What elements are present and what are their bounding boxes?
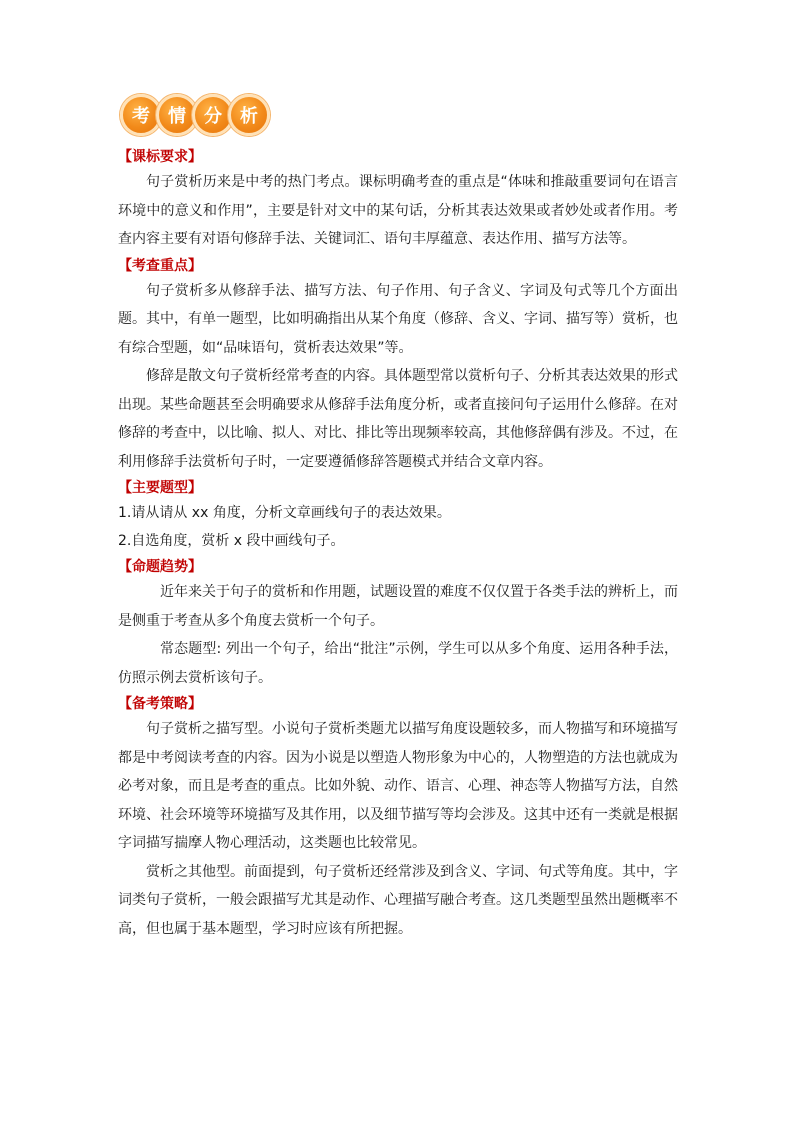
document-page [118, 92, 678, 943]
list-item: 1.请从请从 xx 角度，分析文章画线句子的表达效果。 [118, 505, 451, 521]
banner-char: 考 [132, 106, 150, 127]
paragraph: 句子赏析历来是中考的热门考点。课标明确考查的重点是“体味和推敲重要词句在语言环境中的意义和作用”，主要是针对文中的某句话，分析其表达效果或者妙处或者作用。考查内容主要有对语句修辞手法、关键词汇、语句丰厚蕴意、表达作用、描写方法等。 [118, 174, 678, 247]
banner-char: 析 [240, 106, 258, 127]
paragraph: 近年来关于句子的赏析和作用题，试题设置的难度不仅仅置于各类手法的辨析上，而是侧重于考查从多个角度去赏析一个句子。 [118, 584, 678, 629]
paragraph: 句子赏析之描写型。小说句子赏析类题尤以描写角度设题较多，而人物描写和环境描写都是中考阅读考查的内容。因为小说是以塑造人物形象为中心的，人物塑造的方法也就成为必考对象，而且是考查的重点。比如外貌、动作、语言、心理、神态等人物描写方法，自然环境、社会环境等环境描写及其作用，以及细节描写等均会涉及。这其中还有一类就是根据字词描写揣摩人物心理活动，这类题也比较常见。 [118, 721, 678, 851]
banner-badge [228, 94, 270, 136]
paragraph: 常态题型: 列出一个句子，给出“批注”示例，学生可以从多个角度、运用各种手法，仿照示例去赏析该句子。 [118, 641, 678, 686]
banner-char: 分 [204, 106, 222, 127]
section-title-trend: 【命题趋势】 [118, 559, 202, 575]
section-title-types: 【主要题型】 [118, 480, 202, 496]
section-title-strategy: 【备考策略】 [118, 696, 202, 712]
section-title-curriculum: 【课标要求】 [118, 149, 202, 165]
paragraph: 赏析之其他型。前面提到，句子赏析还经常涉及到含义、字词、句式等角度。其中，字词类句子赏析，一般会跟描写尤其是动作、心理描写融合考查。这几类题型虽然出题概率不高，但也属于基本题型，学习时应该有所把握。 [118, 863, 678, 937]
list-item: 2.自选角度，赏析 x 段中画线句子。 [118, 533, 345, 549]
paragraph: 句子赏析多从修辞手法、描写方法、句子作用、句子含义、字词及句式等几个方面出题。其中，有单一题型，比如明确指出从某个角度（修辞、含义、字词、描写等）赏析，也有综合型题，如“品味语句，赏析表达效果”等。 [118, 282, 678, 356]
banner-char: 情 [168, 106, 186, 127]
section-banner [120, 92, 678, 138]
section-title-focus: 【考查重点】 [118, 257, 202, 274]
paragraph: 修辞是散文句子赏析经常考查的内容。具体题型常以赏析句子、分析其表达效果的形式出现。某些命题甚至会明确要求从修辞手法角度分析，或者直接问句子运用什么修辞。在对修辞的考查中，以比喻、拟人、对比、排比等出现频率较高，其他修辞偶有涉及。不过，在利用修辞手法赏析句子时，一定要遵循修辞答题模式并结合文章内容。 [118, 368, 678, 470]
